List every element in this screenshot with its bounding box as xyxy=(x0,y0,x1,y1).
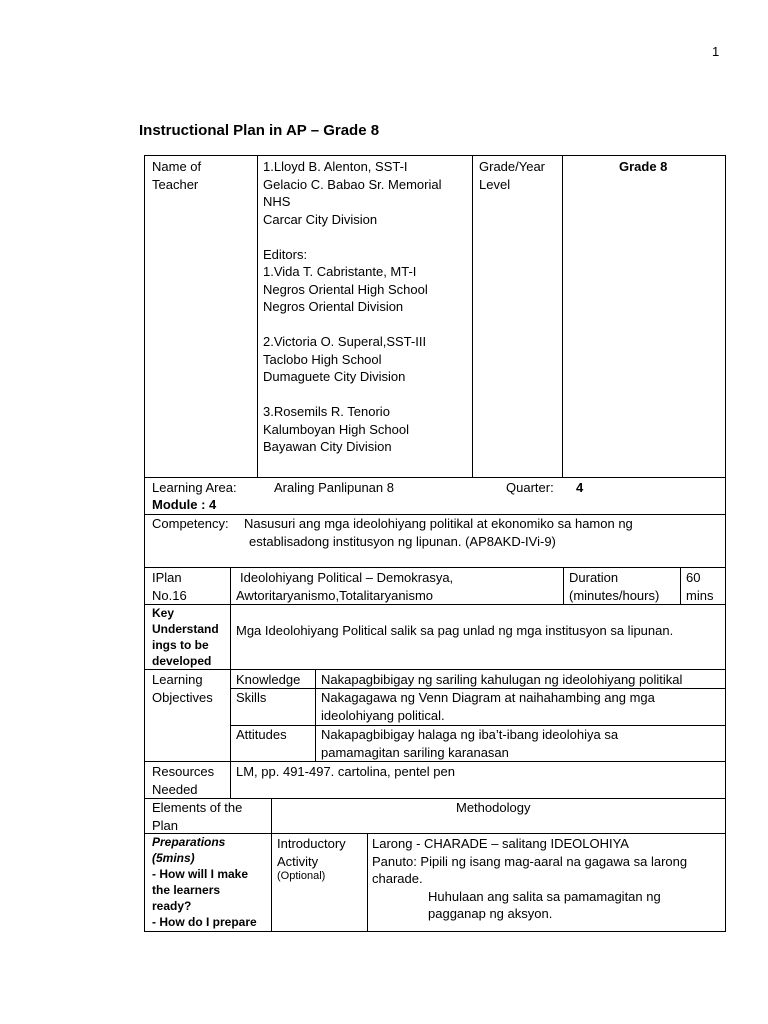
quarter-value: 4 xyxy=(576,480,584,495)
teacher-row xyxy=(144,155,726,478)
competency-row xyxy=(144,514,726,568)
attitudes-value: Nakapagbibigay halaga ng iba’t-ibang ideolohiya sa pamamagitan sariling karanasan xyxy=(321,727,619,760)
key-understandings-value: Mga Ideolohiyang Political salik sa pag unlad ng mga institusyon sa lipunan. xyxy=(236,623,674,638)
grade-value: Grade 8 xyxy=(619,159,668,174)
introductory-activity-label: Introductory Activity (Optional) xyxy=(277,836,346,882)
knowledge-value: Nakapagbibigay ng sariling kahulugan ng ideolohiyang politikal xyxy=(321,672,683,687)
preparations-title: Preparations (5mins) - How will I make the learners ready? - How do I prepare xyxy=(152,835,257,929)
learning-objectives-label: Learning Objectives xyxy=(152,672,213,705)
introductory-activity-content: Larong - CHARADE – salitang IDEOLOHIYA Panuto: Pipili ng isang mag-aaral na gagawa sa larong charade. Huhulaan ang salita sa pamamagitan ng pagganap ng aksyon. xyxy=(372,836,688,921)
quarter-label: Quarter: xyxy=(506,480,554,495)
knowledge-label: Knowledge xyxy=(236,672,301,687)
teacher-details: 1.Lloyd B. Alenton, SST-I Gelacio C. Babao Sr. Memorial NHS Carcar City Division Editors: 1.Vida T. Cabristante, MT-I Negros Oriental High School Negros Oriental Division 2.Victoria O. Superal,SST-III Taclobo High School Dumaguete City Division 3.Rosemils R. Tenorio Kalumboyan High School Bayawan City Division xyxy=(263,159,442,454)
key-understandings-row xyxy=(144,604,726,670)
module-label: Module : 4 xyxy=(152,497,217,512)
competency-line-2: establisadong institusyon ng lipunan. (AP8AKD-IVi-9) xyxy=(249,534,556,549)
elements-row xyxy=(144,798,726,834)
resources-label: Resources Needed xyxy=(152,764,215,797)
methodology-header: Methodology xyxy=(456,800,531,815)
competency-label: Competency: xyxy=(152,516,229,531)
learning-area-value: Araling Panlipunan 8 xyxy=(274,480,394,495)
competency-line-1: Nasusuri ang mga ideolohiyang politikal at ekonomiko sa hamon ng xyxy=(244,516,633,531)
iplan-row xyxy=(144,567,726,605)
learning-area-row xyxy=(144,477,726,515)
name-of-teacher-label: Name of Teacher xyxy=(152,159,202,192)
duration-label: Duration (minutes/hours) xyxy=(569,570,660,603)
elements-label: Elements of the Plan xyxy=(152,800,243,833)
duration-value: 60 mins xyxy=(686,570,714,603)
grade-year-level-label: Grade/Year Level xyxy=(479,159,546,192)
resources-row xyxy=(144,761,726,799)
resources-value: LM, pp. 491-497. cartolina, pentel pen xyxy=(236,764,455,779)
key-understandings-label: Key Understand ings to be developed xyxy=(152,606,219,668)
page-number: 1 xyxy=(712,44,720,59)
skills-value: Nakagagawa ng Venn Diagram at naihahambing ang mga ideolohiyang political. xyxy=(321,690,655,723)
attitudes-label: Attitudes xyxy=(236,727,287,742)
learning-area-label: Learning Area: xyxy=(152,480,237,495)
iplan-topic: Ideolohiyang Political – Demokrasya, Awtoritaryanismo,Totalitaryanismo xyxy=(236,570,454,603)
learning-objectives-row xyxy=(144,669,726,762)
skills-label: Skills xyxy=(236,690,267,705)
document-title: Instructional Plan in AP – Grade 8 xyxy=(139,122,380,139)
preparations-row xyxy=(144,833,726,932)
iplan-label: IPlan No.16 xyxy=(152,570,187,603)
